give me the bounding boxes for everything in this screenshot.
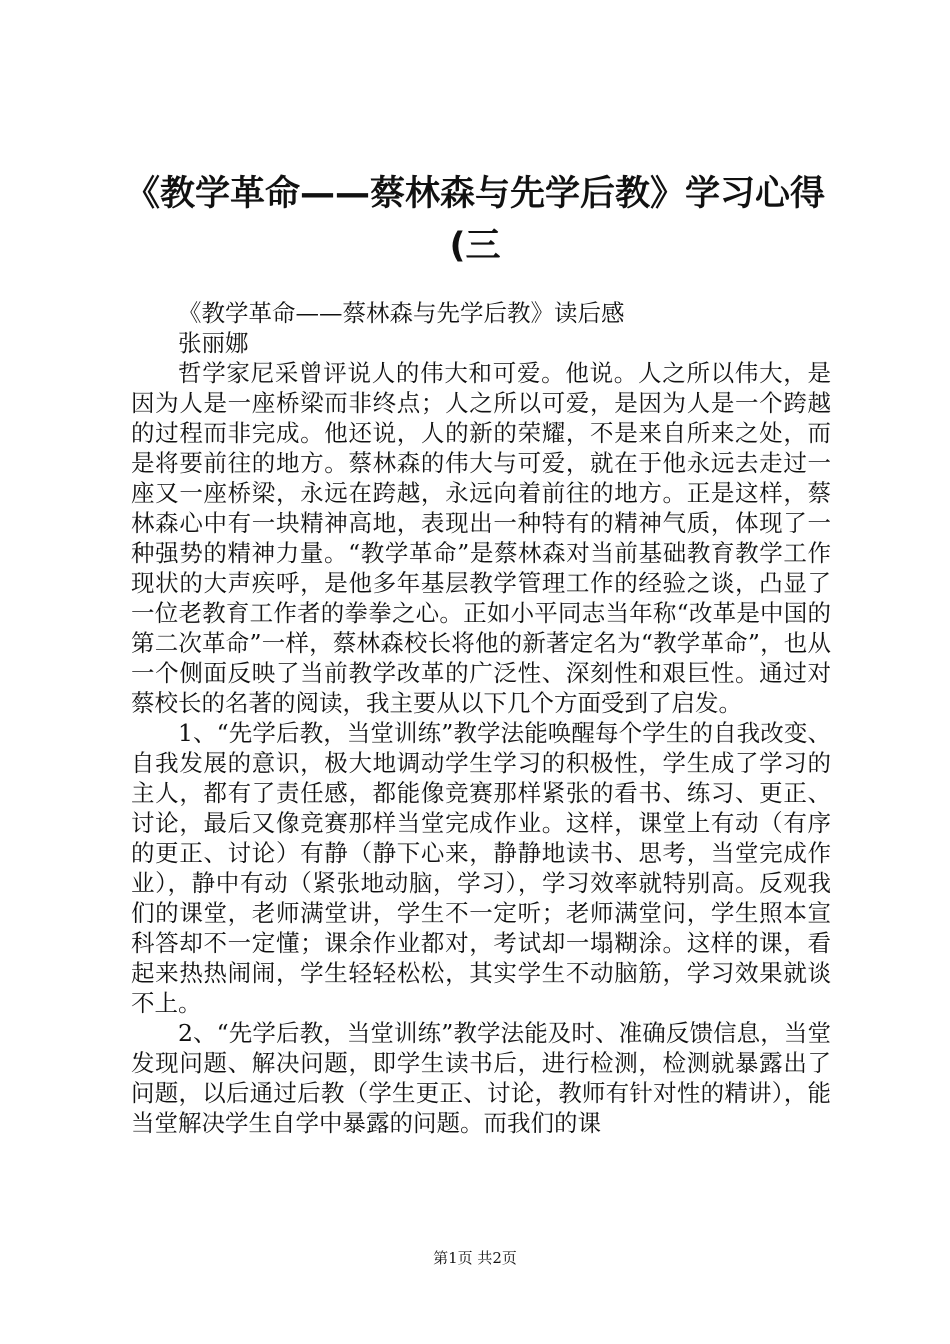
document-subtitle: 《教学革命——蔡林森与先学后教》读后感: [178, 299, 625, 327]
paragraph-point-2: 2、“先学后教，当堂训练”教学法能及时、准确反馈信息，当堂发现问题、解决问题，即学生读书后，进行检测，检测就暴露出了问题，以后通过后教（学生更正、讨论，教师有针对性的精讲），能当堂解决学生自学中暴露的问题。而我们的课: [131, 1019, 831, 1137]
document-author: 张丽娜: [178, 329, 249, 357]
paragraph-intro: 哲学家尼采曾评说人的伟大和可爱。他说。人之所以伟大，是因为人是一座桥梁而非终点；人之所以可爱，是因为人是一个跨越的过程而非完成。他还说，人的新的荣耀，不是来自所来之处，而是将要前往的地方。蔡林森的伟大与可爱，就在于他永远去走过一座又一座桥梁，永远在跨越，永远向着前往的地方。正是这样，蔡林森心中有一块精神高地，表现出一种特有的精神气质，体现了一种强势的精神力量。“教学革命”是蔡林森对当前基础教育教学工作现状的大声疾呼，是他多年基层教学管理工作的经验之谈，凸显了一位老教育工作者的拳拳之心。正如小平同志当年称“改革是中国的第二次革命”一样，蔡林森校长将他的新著定名为“教学革命”，也从一个侧面反映了当前教学改革的广泛性、深刻性和艰巨性。通过对蔡校长的名著的阅读，我主要从以下几个方面受到了启发。: [131, 359, 831, 717]
document-title-line-2: (三: [449, 226, 501, 266]
document-body: [131, 298, 831, 1138]
paragraph-point-1: 1、“先学后教，当堂训练”教学法能唤醒每个学生的自我改变、自我发展的意识，极大地调动学生学习的积极性，学生成了学习的主人，都有了责任感，都能像竞赛那样紧张的看书、练习、更正、讨论，最后又像竞赛那样当堂完成作业。这样，课堂上有动（有序的更正、讨论）有静（静下心来，静静地读书、思考，当堂完成作业），静中有动（紧张地动脑，学习），学习效率就特别高。反观我们的课堂，老师满堂讲，学生不一定听；老师满堂问，学生照本宣科答却不一定懂；课余作业都对，考试却一塌糊涂。这样的课，看起来热热闹闹，学生轻轻松松，其实学生不动脑筋，学习效果就谈不上。: [131, 719, 831, 1017]
page-number-footer: 第1页 共2页: [433, 1249, 517, 1267]
document-title-line-1: 《教学革命——蔡林森与先学后教》学习心得: [124, 174, 825, 214]
